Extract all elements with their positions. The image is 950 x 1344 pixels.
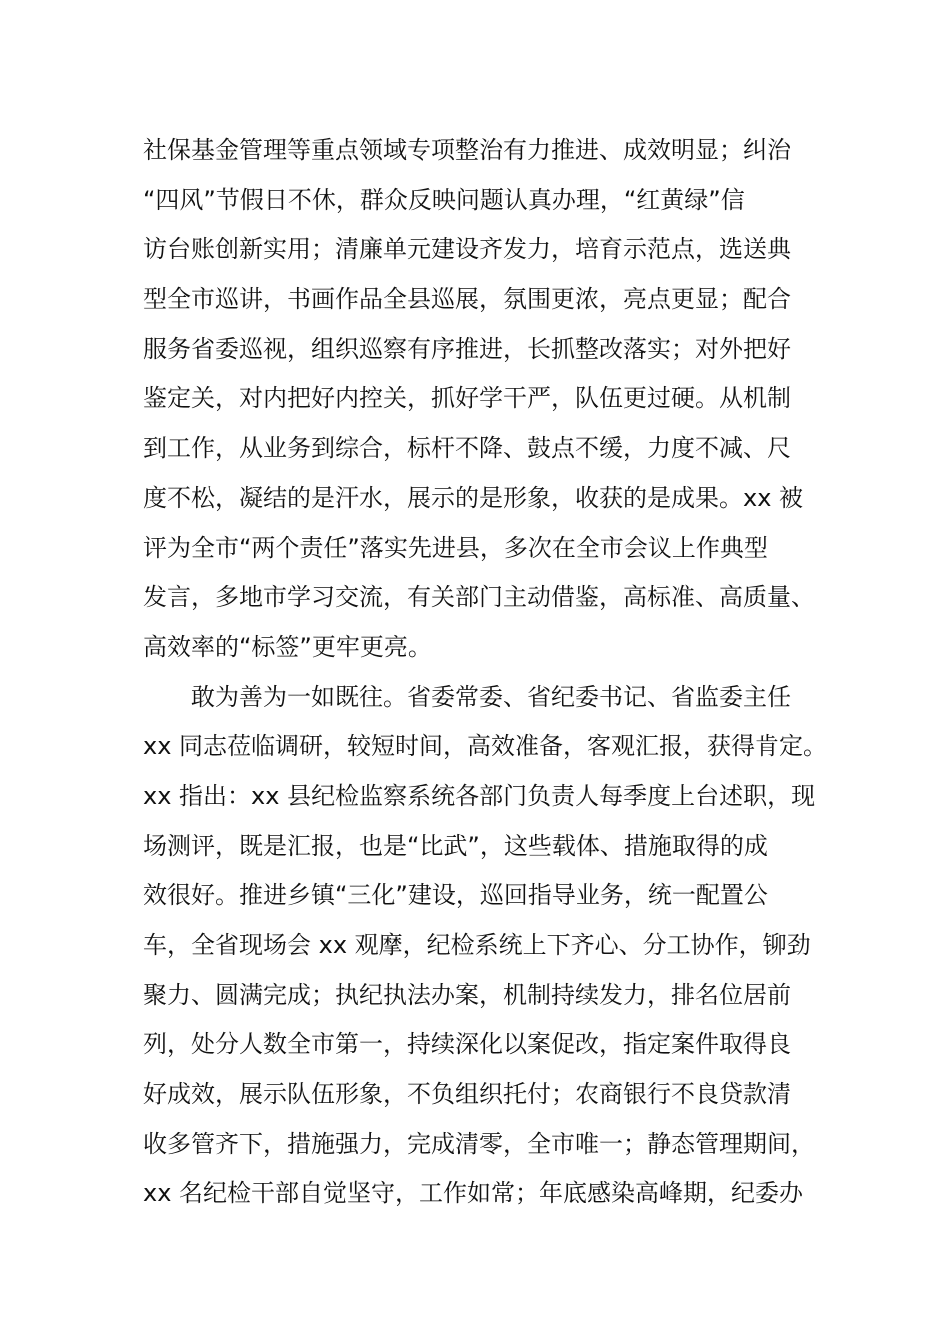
text-line: 服务省委巡视，组织巡察有序推进，长抓整改落实；对外把好: [143, 334, 791, 363]
text-line: 车，全省现场会 xx 观摩，纪检系统上下齐心、分工协作，铆劲: [143, 931, 811, 959]
text-line: 评为全市“两个责任”落实先进县，多次在全市会议上作典型: [143, 533, 768, 562]
text-line: 鉴定关，对内把好内控关，抓好学干严，队伍更过硬。从机制: [143, 384, 791, 413]
text-line: 场测评，既是汇报，也是“比武”，这些载体、措施取得的成: [143, 831, 768, 860]
text-line: 好成效，展示队伍形象，不负组织托付；农商银行不良贷款清: [143, 1080, 791, 1109]
text-line: “四风”节假日不休，群众反映问题认真办理，“红黄绿”信: [143, 185, 745, 214]
paragraph-start-line: 敢为善为一如既往。省委常委、省纪委书记、省监委主任: [191, 682, 791, 711]
text-line: 收多管齐下，措施强力，完成清零，全市唯一；静态管理期间，: [143, 1129, 815, 1158]
text-line: 列，处分人数全市第一，持续深化以案促改，指定案件取得良: [143, 1030, 791, 1059]
text-line: 访台账创新实用；清廉单元建设齐发力，培育示范点，选送典: [143, 235, 791, 264]
text-line: 高效率的“标签”更牢更亮。: [143, 632, 432, 661]
text-line: 发言，多地市学习交流，有关部门主动借鉴，高标准、高质量、: [143, 583, 815, 612]
text-line: 度不松，凝结的是汗水，展示的是形象，收获的是成果。xx 被: [143, 483, 804, 512]
document-body: [143, 126, 833, 1219]
text-line: xx 同志莅临调研，较短时间，高效准备，客观汇报，获得肯定。: [143, 732, 828, 761]
text-line: 聚力、圆满完成；执纪执法办案，机制持续发力，排名位居前: [143, 980, 791, 1009]
text-line: xx 名纪检干部自觉坚守，工作如常；年底感染高峰期，纪委办: [143, 1179, 804, 1208]
text-line: 社保基金管理等重点领域专项整治有力推进、成效明显；纠治: [143, 136, 791, 164]
text-line: 型全市巡讲，书画作品全县巡展，氛围更浓，亮点更显；配合: [143, 285, 791, 314]
text-line: 效很好。推进乡镇“三化”建设，巡回指导业务，统一配置公: [143, 881, 768, 910]
text-line: xx 指出：xx 县纪检监察系统各部门负责人每季度上台述职，现: [143, 781, 816, 810]
text-line: 到工作，从业务到综合，标杆不降、鼓点不缓，力度不减、尺: [143, 434, 791, 463]
